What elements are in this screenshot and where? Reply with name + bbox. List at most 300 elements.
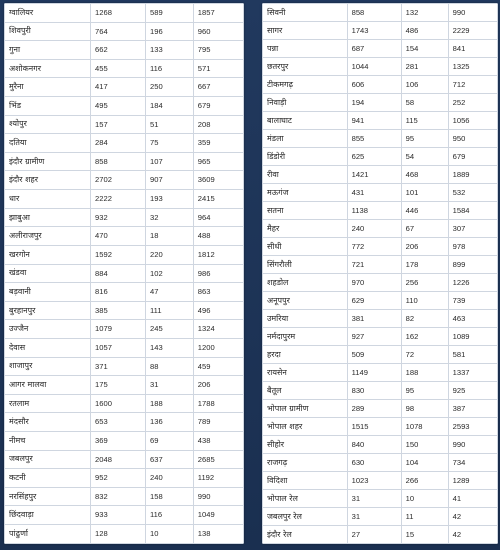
district-name-cell: आगर मालवा <box>5 376 91 395</box>
total-cell: 438 <box>193 432 243 451</box>
district-name-cell: निवाड़ी <box>263 94 348 112</box>
left-district-table <box>4 3 244 544</box>
value-cell-1: 31 <box>347 508 401 526</box>
total-cell: 734 <box>448 454 497 472</box>
total-cell: 1200 <box>193 338 243 357</box>
value-cell-2: 32 <box>146 208 194 227</box>
value-cell-1: 840 <box>347 436 401 454</box>
table-row <box>263 364 498 382</box>
value-cell-1: 1138 <box>347 202 401 220</box>
value-cell-2: 106 <box>401 76 448 94</box>
district-name-cell: रीवा <box>263 166 348 184</box>
table-row <box>263 472 498 490</box>
table-row <box>263 220 498 238</box>
district-name-cell: हरदा <box>263 346 348 364</box>
value-cell-2: 240 <box>146 469 194 488</box>
value-cell-1: 455 <box>91 59 146 78</box>
total-cell: 1584 <box>448 202 497 220</box>
value-cell-2: 132 <box>401 4 448 22</box>
right-table-panel <box>262 3 498 544</box>
value-cell-2: 150 <box>401 436 448 454</box>
district-name-cell: धार <box>5 190 91 209</box>
table-row <box>5 450 244 469</box>
value-cell-1: 932 <box>91 208 146 227</box>
total-cell: 925 <box>448 382 497 400</box>
table-row <box>263 40 498 58</box>
total-cell: 990 <box>193 487 243 506</box>
value-cell-1: 431 <box>347 184 401 202</box>
table-row <box>5 59 244 78</box>
total-cell: 1337 <box>448 364 497 382</box>
total-cell: 463 <box>448 310 497 328</box>
district-name-cell: नरसिंहपुर <box>5 487 91 506</box>
table-row <box>5 301 244 320</box>
table-row <box>5 227 244 246</box>
value-cell-2: 95 <box>401 382 448 400</box>
district-name-cell: डिंडोरी <box>263 148 348 166</box>
total-cell: 359 <box>193 134 243 153</box>
value-cell-1: 31 <box>347 490 401 508</box>
district-name-cell: नीमच <box>5 432 91 451</box>
total-cell: 712 <box>448 76 497 94</box>
value-cell-1: 772 <box>347 238 401 256</box>
table-row <box>5 245 244 264</box>
value-cell-1: 495 <box>91 97 146 116</box>
value-cell-1: 606 <box>347 76 401 94</box>
value-cell-1: 128 <box>91 525 146 544</box>
total-cell: 532 <box>448 184 497 202</box>
district-name-cell: देवास <box>5 338 91 357</box>
value-cell-2: 31 <box>146 376 194 395</box>
total-cell: 208 <box>193 115 243 134</box>
total-cell: 986 <box>193 264 243 283</box>
value-cell-2: 256 <box>401 274 448 292</box>
value-cell-2: 75 <box>146 134 194 153</box>
district-name-cell: छिंदवाड़ा <box>5 506 91 525</box>
value-cell-1: 662 <box>91 41 146 60</box>
value-cell-2: 220 <box>146 245 194 264</box>
district-name-cell: अनूपपुर <box>263 292 348 310</box>
district-name-cell: भोपाल रेल <box>263 490 348 508</box>
total-cell: 990 <box>448 4 497 22</box>
total-cell: 1889 <box>448 166 497 184</box>
district-name-cell: दतिया <box>5 134 91 153</box>
table-row <box>263 382 498 400</box>
district-name-cell: कटनी <box>5 469 91 488</box>
value-cell-2: 47 <box>146 283 194 302</box>
table-row <box>263 418 498 436</box>
table-row <box>5 134 244 153</box>
district-name-cell: शाजापुर <box>5 357 91 376</box>
value-cell-1: 289 <box>347 400 401 418</box>
total-cell: 581 <box>448 346 497 364</box>
district-name-cell: श्योपुर <box>5 115 91 134</box>
district-name-cell: खरगोन <box>5 245 91 264</box>
district-name-cell: जबलपुर <box>5 450 91 469</box>
total-cell: 739 <box>448 292 497 310</box>
district-name-cell: गुना <box>5 41 91 60</box>
value-cell-1: 369 <box>91 432 146 451</box>
district-name-cell: अलीराजपुर <box>5 227 91 246</box>
value-cell-2: 115 <box>401 112 448 130</box>
value-cell-2: 111 <box>146 301 194 320</box>
total-cell: 1812 <box>193 245 243 264</box>
total-cell: 964 <box>193 208 243 227</box>
table-row <box>263 436 498 454</box>
value-cell-1: 1592 <box>91 245 146 264</box>
value-cell-1: 371 <box>91 357 146 376</box>
district-name-cell: भोपाल शहर <box>263 418 348 436</box>
value-cell-2: 162 <box>401 328 448 346</box>
value-cell-1: 653 <box>91 413 146 432</box>
table-row <box>263 76 498 94</box>
value-cell-2: 104 <box>401 454 448 472</box>
district-name-cell: पन्ना <box>263 40 348 58</box>
value-cell-2: 206 <box>401 238 448 256</box>
table-row <box>5 432 244 451</box>
district-name-cell: सागर <box>263 22 348 40</box>
value-cell-1: 385 <box>91 301 146 320</box>
total-cell: 2229 <box>448 22 497 40</box>
table-row <box>263 94 498 112</box>
table-row <box>5 41 244 60</box>
table-row <box>5 190 244 209</box>
district-name-cell: रायसेन <box>263 364 348 382</box>
value-cell-1: 952 <box>91 469 146 488</box>
total-cell: 1325 <box>448 58 497 76</box>
value-cell-2: 907 <box>146 171 194 190</box>
table-row <box>5 22 244 41</box>
value-cell-1: 630 <box>347 454 401 472</box>
value-cell-1: 1044 <box>347 58 401 76</box>
district-name-cell: छतरपुर <box>263 58 348 76</box>
total-cell: 1857 <box>193 4 243 23</box>
left-table-panel <box>4 3 244 544</box>
value-cell-2: 72 <box>401 346 448 364</box>
table-row <box>263 166 498 184</box>
district-name-cell: मैहर <box>263 220 348 238</box>
value-cell-2: 637 <box>146 450 194 469</box>
total-cell: 679 <box>193 97 243 116</box>
district-name-cell: अशोकनगर <box>5 59 91 78</box>
district-name-cell: इंदौर ग्रामीण <box>5 152 91 171</box>
table-row <box>263 346 498 364</box>
value-cell-1: 1515 <box>347 418 401 436</box>
table-row <box>263 238 498 256</box>
value-cell-1: 832 <box>91 487 146 506</box>
table-row <box>263 274 498 292</box>
table-row <box>263 148 498 166</box>
value-cell-1: 1057 <box>91 338 146 357</box>
total-cell: 138 <box>193 525 243 544</box>
total-cell: 496 <box>193 301 243 320</box>
value-cell-1: 2222 <box>91 190 146 209</box>
total-cell: 1788 <box>193 394 243 413</box>
table-row <box>263 4 498 22</box>
value-cell-1: 2702 <box>91 171 146 190</box>
table-row <box>5 152 244 171</box>
value-cell-2: 193 <box>146 190 194 209</box>
value-cell-2: 266 <box>401 472 448 490</box>
value-cell-2: 281 <box>401 58 448 76</box>
value-cell-2: 486 <box>401 22 448 40</box>
total-cell: 42 <box>448 526 497 544</box>
district-name-cell: शहडोल <box>263 274 348 292</box>
total-cell: 42 <box>448 508 497 526</box>
district-name-cell: सतना <box>263 202 348 220</box>
value-cell-1: 27 <box>347 526 401 544</box>
district-name-cell: बैतूल <box>263 382 348 400</box>
district-name-cell: खंडवा <box>5 264 91 283</box>
district-name-cell: राजगढ़ <box>263 454 348 472</box>
table-row <box>263 58 498 76</box>
table-row <box>5 469 244 488</box>
total-cell: 899 <box>448 256 497 274</box>
total-cell: 1089 <box>448 328 497 346</box>
value-cell-2: 1078 <box>401 418 448 436</box>
value-cell-2: 51 <box>146 115 194 134</box>
value-cell-1: 927 <box>347 328 401 346</box>
table-row <box>263 256 498 274</box>
value-cell-1: 858 <box>347 4 401 22</box>
district-name-cell: मंदसौर <box>5 413 91 432</box>
table-row <box>5 4 244 23</box>
value-cell-2: 58 <box>401 94 448 112</box>
district-name-cell: बड़वानी <box>5 283 91 302</box>
value-cell-1: 1268 <box>91 4 146 23</box>
district-name-cell: मंडला <box>263 130 348 148</box>
table-row <box>5 357 244 376</box>
value-cell-2: 188 <box>401 364 448 382</box>
district-name-cell: भिंड <box>5 97 91 116</box>
district-name-cell: भोपाल ग्रामीण <box>263 400 348 418</box>
value-cell-1: 816 <box>91 283 146 302</box>
value-cell-1: 764 <box>91 22 146 41</box>
value-cell-1: 509 <box>347 346 401 364</box>
table-row <box>263 400 498 418</box>
value-cell-2: 101 <box>401 184 448 202</box>
district-name-cell: उमरिया <box>263 310 348 328</box>
value-cell-2: 196 <box>146 22 194 41</box>
value-cell-2: 107 <box>146 152 194 171</box>
value-cell-2: 54 <box>401 148 448 166</box>
district-name-cell: रतलाम <box>5 394 91 413</box>
value-cell-1: 941 <box>347 112 401 130</box>
total-cell: 990 <box>448 436 497 454</box>
total-cell: 960 <box>193 22 243 41</box>
value-cell-1: 933 <box>91 506 146 525</box>
value-cell-1: 284 <box>91 134 146 153</box>
table-row <box>263 112 498 130</box>
district-name-cell: नर्मदापुरम <box>263 328 348 346</box>
value-cell-2: 11 <box>401 508 448 526</box>
value-cell-2: 88 <box>146 357 194 376</box>
total-cell: 1056 <box>448 112 497 130</box>
value-cell-2: 188 <box>146 394 194 413</box>
table-row <box>5 320 244 339</box>
value-cell-1: 175 <box>91 376 146 395</box>
table-row <box>5 413 244 432</box>
total-cell: 571 <box>193 59 243 78</box>
value-cell-2: 468 <box>401 166 448 184</box>
total-cell: 863 <box>193 283 243 302</box>
value-cell-2: 116 <box>146 59 194 78</box>
value-cell-2: 10 <box>401 490 448 508</box>
table-row <box>263 310 498 328</box>
district-name-cell: सिंगरौली <box>263 256 348 274</box>
value-cell-2: 110 <box>401 292 448 310</box>
value-cell-1: 858 <box>91 152 146 171</box>
value-cell-2: 158 <box>146 487 194 506</box>
value-cell-2: 133 <box>146 41 194 60</box>
table-row <box>263 526 498 544</box>
total-cell: 206 <box>193 376 243 395</box>
right-table-body <box>263 4 498 544</box>
district-name-cell: विदिशा <box>263 472 348 490</box>
district-name-cell: उज्जैन <box>5 320 91 339</box>
value-cell-1: 830 <box>347 382 401 400</box>
value-cell-1: 687 <box>347 40 401 58</box>
table-row <box>263 130 498 148</box>
table-row <box>5 283 244 302</box>
district-name-cell: सीहोर <box>263 436 348 454</box>
total-cell: 965 <box>193 152 243 171</box>
table-row <box>5 208 244 227</box>
table-row <box>5 97 244 116</box>
table-row <box>5 264 244 283</box>
table-row <box>5 171 244 190</box>
value-cell-2: 69 <box>146 432 194 451</box>
value-cell-1: 194 <box>347 94 401 112</box>
table-row <box>5 78 244 97</box>
district-name-cell: इंदौर शहर <box>5 171 91 190</box>
total-cell: 459 <box>193 357 243 376</box>
total-cell: 950 <box>448 130 497 148</box>
district-name-cell: जबलपुर रेल <box>263 508 348 526</box>
value-cell-1: 629 <box>347 292 401 310</box>
value-cell-2: 98 <box>401 400 448 418</box>
total-cell: 841 <box>448 40 497 58</box>
value-cell-1: 1421 <box>347 166 401 184</box>
total-cell: 1226 <box>448 274 497 292</box>
value-cell-2: 143 <box>146 338 194 357</box>
total-cell: 789 <box>193 413 243 432</box>
table-row <box>263 508 498 526</box>
table-row <box>263 202 498 220</box>
table-row <box>263 22 498 40</box>
table-row <box>263 490 498 508</box>
value-cell-1: 1149 <box>347 364 401 382</box>
value-cell-2: 102 <box>146 264 194 283</box>
total-cell: 2685 <box>193 450 243 469</box>
value-cell-1: 2048 <box>91 450 146 469</box>
total-cell: 252 <box>448 94 497 112</box>
value-cell-2: 18 <box>146 227 194 246</box>
total-cell: 1289 <box>448 472 497 490</box>
value-cell-1: 157 <box>91 115 146 134</box>
value-cell-2: 15 <box>401 526 448 544</box>
value-cell-2: 178 <box>401 256 448 274</box>
value-cell-2: 95 <box>401 130 448 148</box>
value-cell-2: 446 <box>401 202 448 220</box>
total-cell: 1049 <box>193 506 243 525</box>
total-cell: 2415 <box>193 190 243 209</box>
value-cell-1: 1743 <box>347 22 401 40</box>
total-cell: 307 <box>448 220 497 238</box>
value-cell-1: 1600 <box>91 394 146 413</box>
table-row <box>5 525 244 544</box>
value-cell-2: 589 <box>146 4 194 23</box>
value-cell-2: 82 <box>401 310 448 328</box>
district-name-cell: सीधी <box>263 238 348 256</box>
total-cell: 795 <box>193 41 243 60</box>
value-cell-1: 970 <box>347 274 401 292</box>
total-cell: 41 <box>448 490 497 508</box>
district-name-cell: टीकमगढ़ <box>263 76 348 94</box>
district-name-cell: ग्वालियर <box>5 4 91 23</box>
total-cell: 667 <box>193 78 243 97</box>
value-cell-1: 625 <box>347 148 401 166</box>
total-cell: 2593 <box>448 418 497 436</box>
total-cell: 978 <box>448 238 497 256</box>
table-row <box>263 292 498 310</box>
district-name-cell: झाबुआ <box>5 208 91 227</box>
value-cell-2: 67 <box>401 220 448 238</box>
left-table-body <box>5 4 244 544</box>
value-cell-2: 184 <box>146 97 194 116</box>
total-cell: 3609 <box>193 171 243 190</box>
value-cell-1: 417 <box>91 78 146 97</box>
total-cell: 1192 <box>193 469 243 488</box>
table-row <box>5 338 244 357</box>
table-row <box>5 487 244 506</box>
value-cell-1: 884 <box>91 264 146 283</box>
table-row <box>5 394 244 413</box>
value-cell-1: 1023 <box>347 472 401 490</box>
value-cell-2: 154 <box>401 40 448 58</box>
total-cell: 679 <box>448 148 497 166</box>
district-name-cell: पांढुर्णा <box>5 525 91 544</box>
total-cell: 1324 <box>193 320 243 339</box>
value-cell-1: 1079 <box>91 320 146 339</box>
table-row <box>5 115 244 134</box>
value-cell-2: 10 <box>146 525 194 544</box>
table-row <box>263 184 498 202</box>
value-cell-1: 240 <box>347 220 401 238</box>
district-name-cell: इंदौर रेल <box>263 526 348 544</box>
value-cell-2: 245 <box>146 320 194 339</box>
value-cell-2: 116 <box>146 506 194 525</box>
district-name-cell: शिवपुरी <box>5 22 91 41</box>
right-district-table <box>262 3 498 544</box>
value-cell-1: 381 <box>347 310 401 328</box>
value-cell-2: 250 <box>146 78 194 97</box>
table-row <box>5 506 244 525</box>
district-name-cell: बालाघाट <box>263 112 348 130</box>
table-row <box>263 454 498 472</box>
total-cell: 488 <box>193 227 243 246</box>
total-cell: 387 <box>448 400 497 418</box>
district-name-cell: बुरहानपुर <box>5 301 91 320</box>
district-name-cell: मऊगंज <box>263 184 348 202</box>
district-name-cell: सिवनी <box>263 4 348 22</box>
value-cell-2: 136 <box>146 413 194 432</box>
value-cell-1: 721 <box>347 256 401 274</box>
table-row <box>5 376 244 395</box>
value-cell-1: 470 <box>91 227 146 246</box>
district-name-cell: मुरैना <box>5 78 91 97</box>
value-cell-1: 855 <box>347 130 401 148</box>
